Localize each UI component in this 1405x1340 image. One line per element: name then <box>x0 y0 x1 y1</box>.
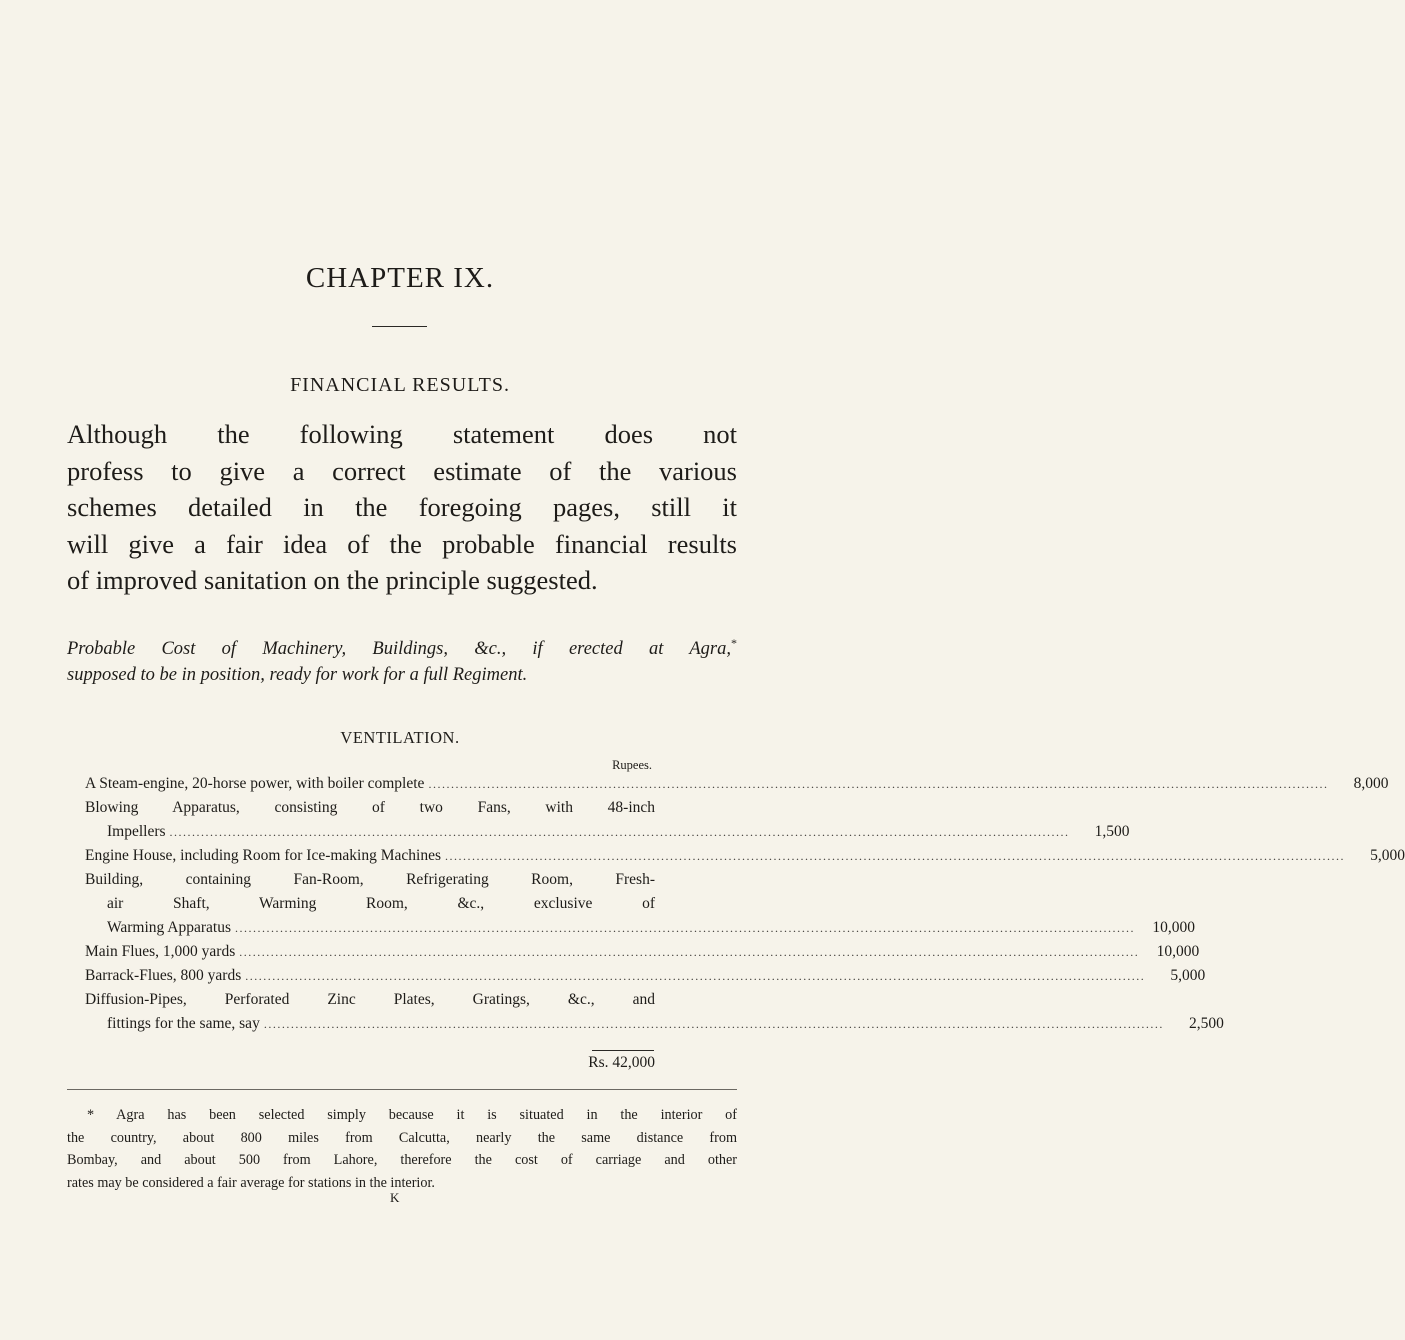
leader-dots: ........................................................................................................................................................................................................ <box>169 825 1070 839</box>
cost-amount: 5,000 <box>1170 967 1206 984</box>
cost-line-item <box>85 892 655 916</box>
cost-line-item <box>85 844 1405 868</box>
leader-dots: ........................................................................................................................................................................................................ <box>445 849 1345 863</box>
cost-line-item <box>85 964 1206 988</box>
cost-line-text: Warming Apparatus <box>107 919 232 936</box>
cost-line-text: Barrack-Flues, 800 yards <box>85 967 242 984</box>
total-divider <box>592 1050 654 1051</box>
intro-line: profess to give a correct estimate of the various <box>67 455 737 486</box>
cost-line-text: Blowing Apparatus, consisting of two Fans, with 48-inch <box>85 799 655 816</box>
cost-line-text: Impellers <box>107 823 166 840</box>
ventilation-title: VENTILATION. <box>340 728 460 747</box>
leader-dots: ........................................................................................................................................................................................................ <box>245 969 1146 983</box>
cost-line-item <box>85 820 1130 844</box>
cost-amount: 10,000 <box>1156 943 1200 960</box>
cost-line-text: Diffusion-Pipes, Perforated Zinc Plates, Gratings, &c., and <box>85 991 655 1008</box>
cost-amount: 1,500 <box>1094 823 1130 840</box>
chapter-heading: CHAPTER IX. <box>305 262 495 294</box>
subheading-text-1: Probable Cost of Machinery, Buildings, &c., if erected at Agra, <box>67 639 731 660</box>
subheading-line-2: supposed to be in position, ready for work for a full Regiment. <box>67 665 528 686</box>
footnote-line: rates may be considered a fair average for stations in the interior. <box>67 1174 435 1191</box>
cost-line-text: Main Flues, 1,000 yards <box>85 943 236 960</box>
cost-subheading <box>67 630 737 688</box>
cost-line-text: Engine House, including Room for Ice-making Machines <box>85 847 441 864</box>
cost-line-item <box>85 940 1200 964</box>
cost-amount: 5,000 <box>1370 847 1405 864</box>
cost-line-item <box>85 916 1196 940</box>
intro-line: will give a fair idea of the probable financial results <box>67 528 737 559</box>
cost-line-text: A Steam-engine, 20-horse power, with boiler complete <box>85 775 425 792</box>
currency-column-header: Rupees. <box>612 758 652 772</box>
intro-line: schemes detailed in the foregoing pages, still it <box>67 492 737 522</box>
ventilation-cost-table <box>85 772 1405 1036</box>
signature-mark: K <box>390 1190 400 1205</box>
heading-divider <box>372 326 427 327</box>
footnote-divider <box>67 1089 737 1090</box>
footnote-marker: * <box>731 636 737 650</box>
intro-line: Although the following statement does not <box>67 419 737 449</box>
footnote <box>67 1104 737 1194</box>
footnote-line: * Agra has been selected simply because it is situated in the interior of <box>87 1107 737 1123</box>
cost-amount: 2,500 <box>1188 1015 1224 1032</box>
leader-dots: ........................................................................................................................................................................................................ <box>263 1017 1164 1031</box>
total-amount: Rs. 42,000 <box>588 1054 655 1071</box>
footnote-line: the country, about 800 miles from Calcutta, nearly the same distance from <box>67 1129 737 1146</box>
leader-dots: ........................................................................................................................................................................................................ <box>235 921 1136 935</box>
cost-line-text: fittings for the same, say <box>107 1015 260 1032</box>
cost-line-item <box>85 796 655 820</box>
cost-line-item <box>85 772 1389 796</box>
cost-line-text: air Shaft, Warming Room, &c., exclusive of <box>107 895 655 912</box>
cost-line-text: Building, containing Fan-Room, Refrigerating Room, Fresh- <box>85 871 655 888</box>
leader-dots: ........................................................................................................................................................................................................ <box>428 777 1329 791</box>
cost-amount: 10,000 <box>1152 919 1196 936</box>
subheading-line-1 <box>67 630 737 662</box>
cost-line-item <box>85 868 655 892</box>
cost-line-item <box>85 1012 1224 1036</box>
section-title: FINANCIAL RESULTS. <box>290 374 510 396</box>
intro-paragraph <box>67 416 737 599</box>
cost-line-item <box>85 988 655 1012</box>
cost-amount: 8,000 <box>1353 775 1389 792</box>
footnote-line: Bombay, and about 500 from Lahore, therefore the cost of carriage and other <box>67 1152 737 1168</box>
leader-dots: ........................................................................................................................................................................................................ <box>239 945 1140 959</box>
intro-line: of improved sanitation on the principle suggested. <box>67 565 598 595</box>
